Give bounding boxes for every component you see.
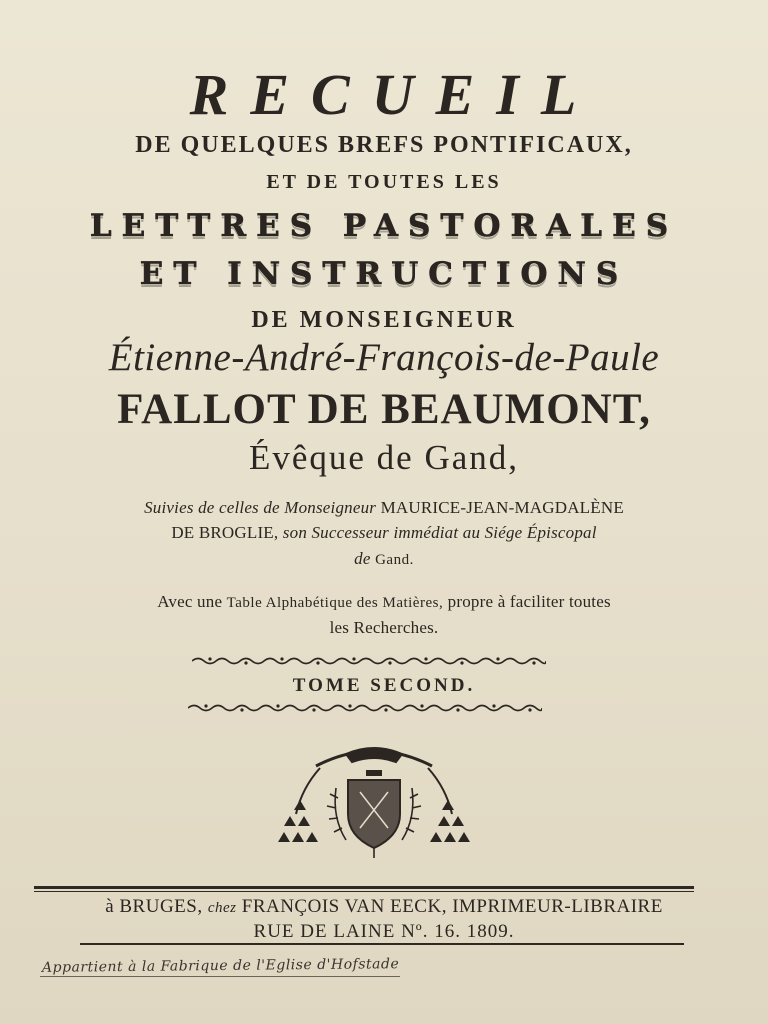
imprint-rule-top-thin [34, 891, 694, 892]
subtitle-successor-name: MAURICE-JEAN-MAGDALÈNE [380, 498, 624, 517]
episcopal-coat-of-arms-icon [276, 740, 472, 860]
imprint-rule-top [34, 886, 694, 889]
author-surname: FALLOT DE BEAUMONT, [117, 386, 651, 433]
table-note-propre: propre à faciliter toutes [447, 592, 611, 611]
imprint-place: à BRUGES, [105, 896, 203, 917]
title-line-monseigneur: DE MONSEIGNEUR [251, 307, 517, 333]
vine-ornament-icon [188, 703, 542, 713]
subtitle-successeur: son Successeur immédiat au Siége Épiscopal [282, 523, 597, 542]
imprint-chez: chez [207, 900, 237, 916]
subtitle-de: de [354, 549, 371, 568]
title-line-toutes: ET DE TOUTES LES [266, 171, 502, 193]
title-line-brefs: DE QUELQUES BREFS PONTIFICAUX, [135, 132, 633, 158]
vine-ornament-icon [192, 656, 546, 666]
table-note-avec: Avec une [157, 592, 223, 611]
author-office: Évêque de Gand, [248, 438, 520, 477]
imprint-line-2: RUE DE LAINE Nº. 16. 1809. [253, 921, 515, 942]
table-note-table: Table Alphabétique des Matières, [226, 595, 444, 611]
author-given-names: Étienne-André-François-de-Paule [108, 336, 660, 379]
imprint-rule-bottom [80, 943, 684, 945]
table-note-line-1 [0, 590, 768, 615]
table-note-line-2: les Recherches. [329, 618, 439, 637]
title-line-lettres: LETTRES PASTORALES [89, 208, 679, 244]
volume-label: TOME SECOND. [292, 675, 476, 696]
subtitle-suivies: Suivies de celles de Monseigneur [144, 498, 377, 517]
subtitle-line-1 [0, 496, 768, 519]
subtitle-line-3 [0, 547, 768, 572]
book-title: RECUEIL [189, 62, 599, 127]
handwritten-note-underline [40, 976, 400, 977]
subtitle-broglie: DE BROGLIE, [171, 523, 279, 542]
subtitle-line-2 [0, 521, 768, 544]
subtitle-gand: Gand. [375, 552, 414, 568]
handwritten-ownership-note: Appartient à la Fabrique de l'Eglise d'Hofstade [41, 956, 400, 976]
imprint-line-1 [0, 895, 768, 920]
title-line-instructions: ET INSTRUCTIONS [139, 256, 629, 292]
imprint-printer: FRANÇOIS VAN EECK, IMPRIMEUR-LIBRAIRE [241, 896, 663, 917]
